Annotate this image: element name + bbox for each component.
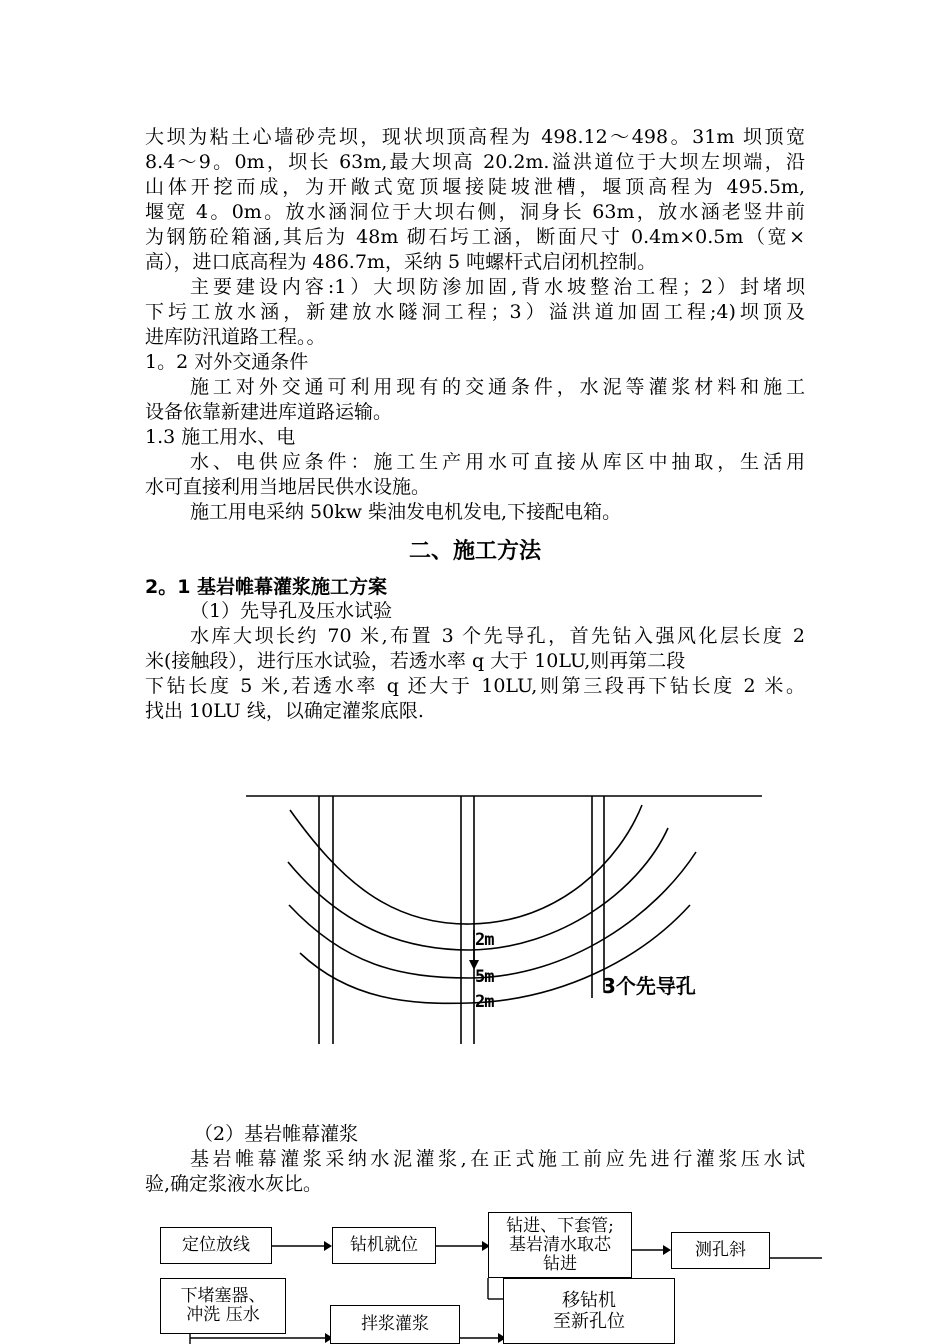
flow-box-label: 钻进 [543,1253,577,1274]
paragraph-line: 验,确定浆液水灰比。 [145,1173,323,1195]
label-5m: 5m [475,967,494,987]
flow-box-label: 定位放线 [182,1235,250,1255]
paragraph-line: 下圬工放水涵，新建放水隧洞工程；3）溢洪道加固工程;4)坝顶及 [145,301,805,323]
flow-box-label: 钻进、下套管; [506,1215,614,1236]
paragraph-line: 堰宽 4。0m。放水涵洞位于大坝右侧，洞身长 63m，放水涵老竖井前 [145,201,805,223]
paragraph-line: 找出 10LU 线，以确定灌浆底限. [145,700,424,722]
flow-box-label: 测孔斜 [695,1240,746,1260]
paragraph-line: 基岩帷幕灌浆采纳水泥灌浆,在正式施工前应先进行灌浆压水试 [190,1148,805,1170]
heading-1-3: 1.3 施工用水、电 [145,426,296,448]
flow-box-label: 移钻机 [562,1290,616,1311]
paragraph-line: 施工对外交通可利用现有的交通条件，水泥等灌浆材料和施工 [190,376,805,398]
paragraph-line: 高），进口底高程为 486.7m，采纳 5 吨螺杆式启闭机控制。 [145,251,657,273]
paragraph-line: 主要建设内容:1）大坝防渗加固,背水坡整治工程；2）封堵坝 [190,276,805,298]
flow-arrowhead [663,1245,671,1255]
paragraph-line: 水库大坝长约 70 米,布置 3 个先导孔，首先钻入强风化层长度 2 [190,625,805,647]
paragraph-line: 大坝为粘土心墙砂壳坝，现状坝顶高程为 498.12～498。31m 坝顶宽 [145,126,805,148]
paragraph-line: 米(接触段），进行压水试验，若透水率 q 大于 10LU,则再第二段 [145,650,686,672]
flow-box-label: 下堵塞器、 [180,1286,266,1306]
paragraph-line: 进库防汛道路工程。。 [145,326,326,348]
flow-box-hole-deviation [671,1232,770,1269]
paragraph-line: 下钻长度 5 米,若透水率 q 还大于 10LU,则第三段再下钻长度 2 米。 [145,675,805,697]
flow-box-positioning [160,1227,272,1264]
flow-box-mix-grout [330,1305,460,1344]
flow-box-drill-setup [332,1227,436,1264]
flow-box-label: 拌浆灌浆 [361,1314,429,1334]
label-2m-bottom: 2m [475,992,494,1012]
flow-box-label: 至新孔位 [553,1311,625,1332]
label-2m-top: 2m [475,930,494,950]
flow-box-label: 冲洗 压水 [186,1305,260,1325]
paragraph-line: 施工用电采纳 50kw 柴油发电机发电,下接配电箱。 [190,501,622,523]
paragraph-line: 山体开挖而成，为开敞式宽顶堰接陡坡泄槽，堰顶高程为 495.5m, [145,176,805,198]
flow-box-packer-flush [160,1278,286,1334]
paragraph-line: 水、电供应条件：施工生产用水可直接从库区中抽取，生活用 [190,451,805,473]
item1-title: （1）先导孔及压水试验 [190,600,393,622]
subsection-title: 2。1 基岩帷幕灌浆施工方案 [145,576,388,598]
label-pilot-holes: 3个先导孔 [602,974,696,998]
flow-box-drilling [488,1212,632,1278]
paragraph-line: 8.4～9。0m，坝长 63m,最大坝高 20.2m.溢洪道位于大坝左坝端，沿 [145,151,805,173]
flow-box-move-rig [503,1278,675,1344]
paragraph-line: 水可直接利用当地居民供水设施。 [145,476,431,498]
section-title: 二、施工方法 [408,539,541,564]
heading-1-2: 1。2 对外交通条件 [145,351,309,373]
paragraph-line: 设备依靠新建进库道路运输。 [145,401,393,423]
flow-box-label: 钻机就位 [350,1235,418,1255]
paragraph-line: 为钢筋砼箱涵,其后为 48m 砌石圬工涵，断面尺寸 0.4m×0.5m（宽× [145,226,805,248]
item2-title: （2）基岩帷幕灌浆 [194,1123,359,1145]
flow-arrowhead [324,1241,332,1251]
flow-box-label: 基岩清水取芯 [509,1234,611,1255]
